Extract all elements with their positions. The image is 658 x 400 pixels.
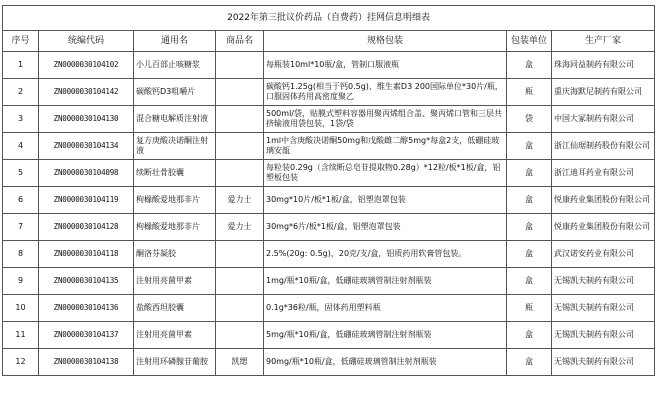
row-code: ZN0000030104102 <box>39 52 134 79</box>
row-number: 12 <box>3 349 39 376</box>
row-spec: 每粒装0.29g（含续断总皂苷提取物0.28g）*12粒/板*1板/盒，铝塑板包装 <box>264 160 507 187</box>
row-generic-name: 注射用环磷腺苷葡胺 <box>134 349 216 376</box>
row-maker: 无锡凯夫制药有限公司 <box>552 295 655 322</box>
header-maker: 生产厂家 <box>552 31 655 52</box>
header-trade-name: 商品名 <box>216 31 264 52</box>
table-row <box>3 214 655 241</box>
row-number: 7 <box>3 214 39 241</box>
table-row <box>3 106 655 133</box>
row-code: ZN0000030104136 <box>39 295 134 322</box>
row-spec: 30mg*10片/板*1板/盒，铝塑泡罩包装 <box>264 187 507 214</box>
row-unit: 盒 <box>507 241 552 268</box>
row-number: 4 <box>3 133 39 160</box>
drug-info-table <box>2 5 655 376</box>
row-unit: 瓶 <box>507 295 552 322</box>
row-trade-name <box>216 322 264 349</box>
row-trade-name <box>216 133 264 160</box>
row-unit: 盒 <box>507 349 552 376</box>
row-spec: 90mg/瓶*10瓶/盒，低硼硅玻璃管制注射剂瓶装 <box>264 349 507 376</box>
row-maker: 武汉诺安药业有限公司 <box>552 241 655 268</box>
row-unit: 盒 <box>507 160 552 187</box>
row-spec: 1ml中含庚酸决诺酮50mg和戊酸雌二醇5mg*每盒2支，低硼硅玻璃安瓿 <box>264 133 507 160</box>
row-spec: 2.5%(20g: 0.5g)，20克/支/盒，铝质药用软膏管包装。 <box>264 241 507 268</box>
table-row <box>3 52 655 79</box>
header-row <box>3 31 655 52</box>
row-trade-name <box>216 241 264 268</box>
row-unit: 盒 <box>507 268 552 295</box>
row-generic-name: 复方庚酸决诺酮注射液 <box>134 133 216 160</box>
row-unit: 袋 <box>507 106 552 133</box>
row-generic-name: 注射用亮菌甲素 <box>134 268 216 295</box>
row-code: ZN0000030104118 <box>39 241 134 268</box>
row-number: 8 <box>3 241 39 268</box>
row-trade-name <box>216 106 264 133</box>
row-number: 5 <box>3 160 39 187</box>
row-spec: 1mg/瓶*10瓶/盒，低硼硅玻璃管制注射剂瓶装 <box>264 268 507 295</box>
row-maker: 中国大冢制药有限公司 <box>552 106 655 133</box>
row-maker: 无锡凯夫制药有限公司 <box>552 349 655 376</box>
row-unit: 盒 <box>507 133 552 160</box>
row-generic-name: 续断壮骨胶囊 <box>134 160 216 187</box>
row-trade-name: 爱力士 <box>216 187 264 214</box>
header-no: 序号 <box>3 31 39 52</box>
row-spec: 0.1g*36粒/瓶，固体药用塑料瓶 <box>264 295 507 322</box>
row-code: ZN0000030104130 <box>39 106 134 133</box>
table-row <box>3 79 655 106</box>
row-trade-name: 凯缌 <box>216 349 264 376</box>
row-maker: 浙江迪耳药业有限公司 <box>552 160 655 187</box>
row-maker: 无锡凯夫制药有限公司 <box>552 268 655 295</box>
table-title: 2022年第三批议价药品（自费药）挂网信息明细表 <box>3 6 655 31</box>
row-code: ZN0000030104135 <box>39 268 134 295</box>
row-code: ZN0000030104138 <box>39 349 134 376</box>
header-spec: 规格包装 <box>264 31 507 52</box>
row-spec: 碳酸钙1.25g(相当于钙0.5g)、维生素D3 200国际单位*30片/瓶，口服固体药用高密度聚乙 <box>264 79 507 106</box>
row-generic-name: 碳酸钙D3咀嚼片 <box>134 79 216 106</box>
row-spec: 每瓶装10ml*10瓶/盒，管制口服液瓶 <box>264 52 507 79</box>
row-code: ZN0000030104098 <box>39 160 134 187</box>
row-unit: 盒 <box>507 52 552 79</box>
row-maker: 重庆海默尼制药有限公司 <box>552 79 655 106</box>
table-row <box>3 295 655 322</box>
row-trade-name <box>216 52 264 79</box>
table-row <box>3 133 655 160</box>
row-code: ZN0000030104128 <box>39 214 134 241</box>
row-generic-name: 混合糖电解质注射液 <box>134 106 216 133</box>
row-maker: 无锡凯夫制药有限公司 <box>552 322 655 349</box>
row-generic-name: 小儿百部止咳糖浆 <box>134 52 216 79</box>
price-list-sheet <box>2 5 654 376</box>
table-row <box>3 187 655 214</box>
row-generic-name: 枸橼酸爱地那非片 <box>134 187 216 214</box>
row-trade-name <box>216 295 264 322</box>
row-number: 11 <box>3 322 39 349</box>
row-maker: 浙江仙琚制药股份有限公司 <box>552 133 655 160</box>
row-unit: 瓶 <box>507 79 552 106</box>
row-generic-name: 酮洛芬凝胶 <box>134 241 216 268</box>
row-number: 10 <box>3 295 39 322</box>
row-number: 2 <box>3 79 39 106</box>
row-code: ZN0000030104134 <box>39 133 134 160</box>
row-code: ZN0000030104142 <box>39 79 134 106</box>
row-generic-name: 注射用亮菌甲素 <box>134 322 216 349</box>
table-body <box>3 52 655 376</box>
header-code: 统编代码 <box>39 31 134 52</box>
row-generic-name: 枸橼酸爱地那非片 <box>134 214 216 241</box>
row-trade-name <box>216 79 264 106</box>
row-generic-name: 盐酸西坦胶囊 <box>134 295 216 322</box>
row-unit: 盒 <box>507 322 552 349</box>
row-maker: 悦康药业集团股份有限公司 <box>552 214 655 241</box>
row-trade-name <box>216 268 264 295</box>
row-number: 9 <box>3 268 39 295</box>
row-code: ZN0000030104119 <box>39 187 134 214</box>
table-row <box>3 160 655 187</box>
row-maker: 悦康药业集团股份有限公司 <box>552 187 655 214</box>
row-code: ZN0000030104137 <box>39 322 134 349</box>
header-unit: 包装单位 <box>507 31 552 52</box>
row-number: 1 <box>3 52 39 79</box>
row-maker: 珠海同益制药有限公司 <box>552 52 655 79</box>
table-row <box>3 349 655 376</box>
row-trade-name <box>216 160 264 187</box>
row-number: 6 <box>3 187 39 214</box>
row-unit: 盒 <box>507 214 552 241</box>
header-generic-name: 通用名 <box>134 31 216 52</box>
row-spec: 30mg*6片/板*1板/盒，铝塑泡罩包装 <box>264 214 507 241</box>
row-spec: 5mg/瓶*10瓶/盒，低硼硅玻璃管制注射剂瓶装 <box>264 322 507 349</box>
row-spec: 500ml/袋，贴膜式塑料容器用聚丙烯组合盖、聚丙烯口管和三层共挤输液用袋包装，1袋/袋 <box>264 106 507 133</box>
table-row <box>3 241 655 268</box>
row-number: 3 <box>3 106 39 133</box>
table-row <box>3 322 655 349</box>
table-row <box>3 268 655 295</box>
row-trade-name: 爱力士 <box>216 214 264 241</box>
row-unit: 盒 <box>507 187 552 214</box>
